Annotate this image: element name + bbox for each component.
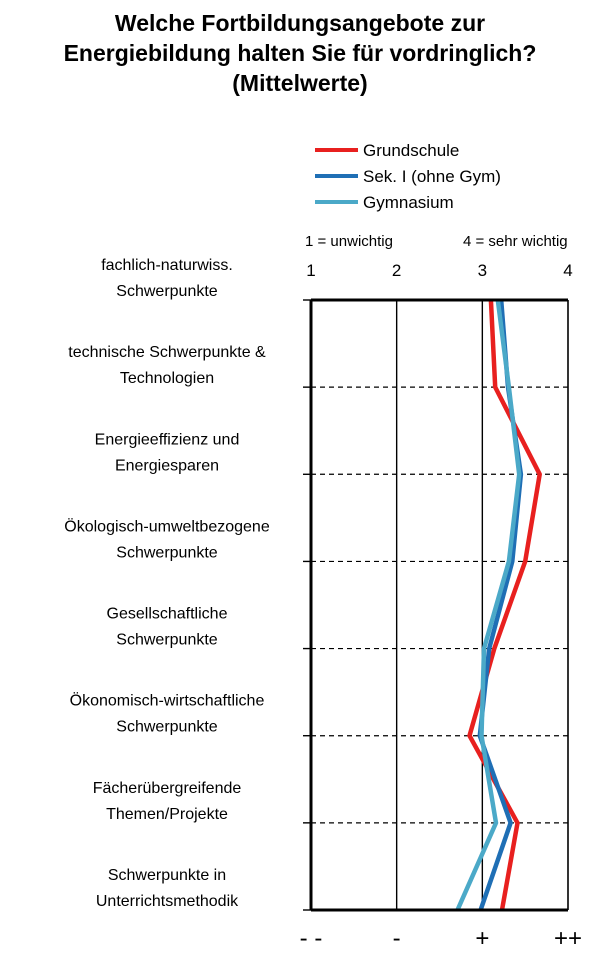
legend-label-3: Gymnasium: [363, 193, 454, 212]
category-label-4: [64, 517, 270, 561]
category-label-7-line-2: Themen/Projekte: [106, 805, 228, 823]
scale-labels: [305, 233, 568, 250]
series-lines: [458, 300, 540, 910]
x-tick-label-4: 4: [563, 261, 573, 280]
x-tick-label-2: 2: [391, 261, 402, 280]
category-label-5-line-1: Gesellschaftliche: [106, 605, 228, 623]
legend-label-2: Sek. I (ohne Gym): [363, 167, 501, 186]
category-label-2: [68, 344, 266, 387]
category-label-5-line-2: Schwerpunkte: [116, 631, 218, 649]
category-label-4-line-2: Schwerpunkte: [116, 544, 218, 562]
bottom-label-4: ++: [553, 925, 583, 952]
series-line-1: [470, 300, 540, 910]
category-label-6-line-1: Ökonomisch-wirtschaftliche: [69, 692, 265, 710]
chart-title-line-1: Welche Fortbildungsangebote zur: [114, 10, 486, 36]
legend-label-1: Grundschule: [363, 141, 460, 160]
category-label-3: [95, 431, 240, 474]
plot-frame: [311, 300, 568, 910]
x-tick-label-1: 1: [306, 261, 316, 280]
bottom-label-1: - -: [299, 925, 323, 952]
chart-title-line-2: Energiebildung halten Sie für vordringlich?: [63, 40, 537, 66]
x-tick-label-3: 3: [477, 261, 488, 280]
category-label-2-line-1: technische Schwerpunkte &: [68, 344, 266, 362]
category-label-6: [70, 692, 265, 736]
category-label-3-line-2: Energiesparen: [114, 457, 220, 475]
category-label-1: [101, 257, 233, 300]
category-labels: [64, 257, 270, 910]
category-label-8-line-2: Unterrichtsmethodik: [95, 893, 239, 910]
category-label-8-line-1: Schwerpunkte in: [107, 867, 227, 884]
category-label-2-line-2: Technologien: [119, 370, 215, 388]
chart-legend: [315, 141, 501, 212]
category-label-3-line-1: Energieeffizienz und: [94, 431, 240, 449]
category-label-1-line-1: fachlich-naturwiss.: [101, 257, 233, 274]
category-label-1-line-2: Schwerpunkte: [116, 283, 218, 300]
x-axis-ticks: [306, 261, 572, 280]
bottom-label-3: +: [475, 925, 490, 952]
category-label-8: [96, 867, 239, 910]
category-label-6-line-2: Schwerpunkte: [116, 718, 218, 736]
category-label-5: [107, 606, 228, 649]
chart-title-line-3: (Mittelwerte): [232, 70, 368, 96]
scale-label-high: 4 = sehr wichtig: [463, 233, 568, 250]
category-label-7-line-1: Fächerübergreifende: [92, 779, 242, 797]
scale-label-low: 1 = unwichtig: [305, 233, 393, 250]
category-label-7: [93, 780, 242, 823]
bottom-label-2: -: [392, 925, 401, 952]
grid-lines: [303, 300, 568, 910]
category-label-4-line-1: Ökologisch-umweltbezogene: [64, 518, 270, 536]
bottom-labels: [300, 925, 582, 952]
